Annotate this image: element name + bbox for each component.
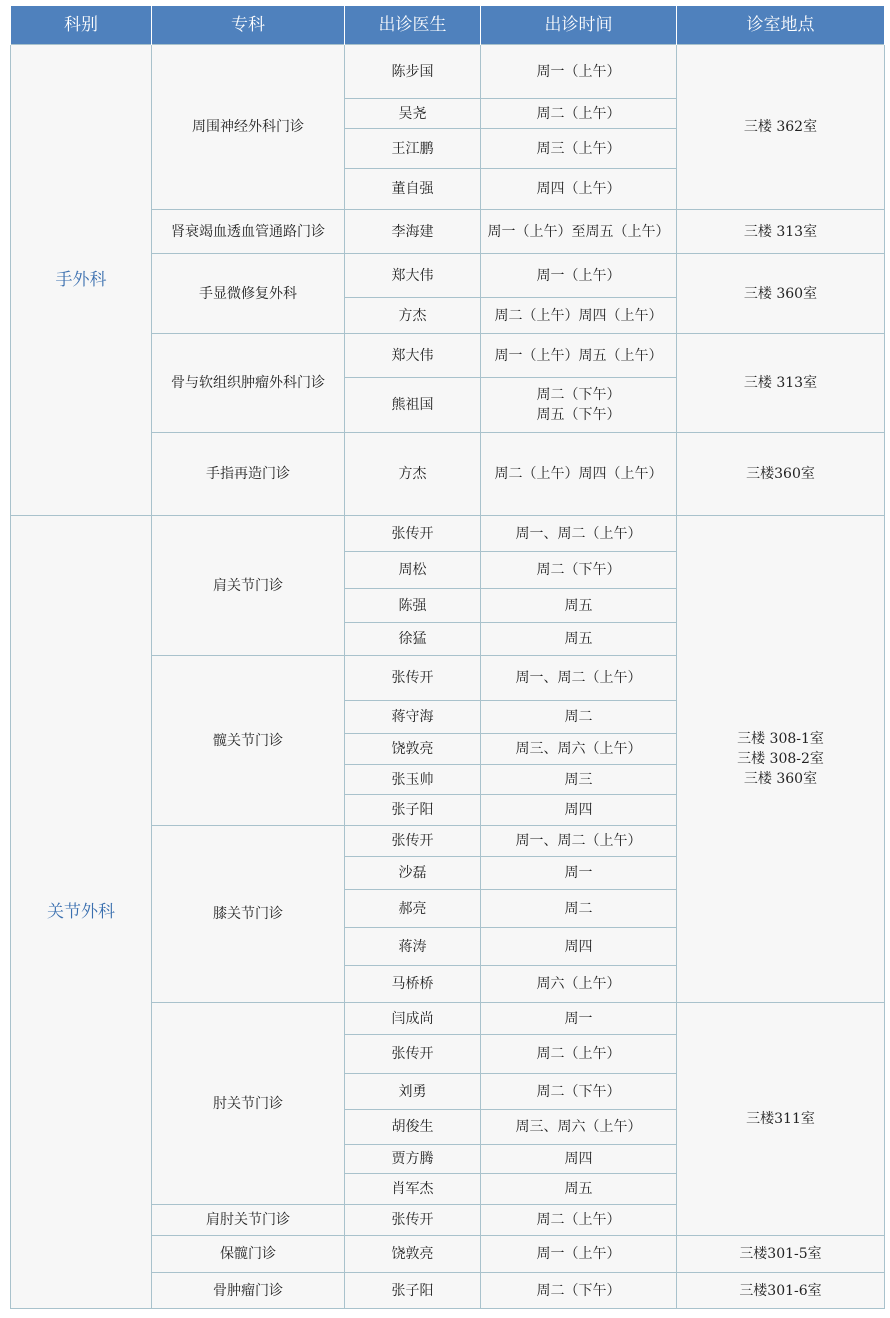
room-cell xyxy=(677,1273,885,1309)
time-line: 周二（上午）周四（上午） xyxy=(494,307,663,324)
header-doctor: 出诊医生 xyxy=(345,6,481,45)
room-cell xyxy=(677,334,885,433)
time-line: 周一（上午） xyxy=(536,1246,621,1262)
specialty-cell: 保髋门诊 xyxy=(152,1236,345,1273)
doctor-cell: 马桥桥 xyxy=(345,966,481,1003)
doctor-cell: 张传开 xyxy=(345,516,481,552)
time-cell xyxy=(481,1035,677,1074)
time-cell xyxy=(481,1205,677,1236)
specialty-cell: 膝关节门诊 xyxy=(152,826,345,1003)
room-line: 三楼 313室 xyxy=(743,375,818,391)
specialty-cell: 肘关节门诊 xyxy=(152,1003,345,1205)
time-cell xyxy=(481,99,677,129)
time-line: 周一 xyxy=(564,865,593,881)
time-cell xyxy=(481,516,677,552)
time-cell xyxy=(481,1074,677,1110)
time-cell xyxy=(481,1003,677,1035)
time-line: 周四 xyxy=(564,802,593,818)
time-line: 周一、周二（上午） xyxy=(515,525,642,542)
time-cell xyxy=(481,1145,677,1174)
time-cell xyxy=(481,795,677,826)
room-line: 三楼 360室 xyxy=(743,771,818,787)
doctor-cell: 饶敦亮 xyxy=(345,1236,481,1273)
department-cell: 手外科 xyxy=(11,45,152,516)
doctor-cell: 方杰 xyxy=(345,433,481,516)
time-line: 周三、周六（上午） xyxy=(515,741,642,757)
time-cell xyxy=(481,254,677,298)
room-line: 三楼 308-2室 xyxy=(737,751,824,767)
time-line: 周五 xyxy=(564,1181,593,1197)
doctor-cell: 饶敦亮 xyxy=(345,734,481,765)
doctor-cell: 张传开 xyxy=(345,1035,481,1074)
time-cell xyxy=(481,701,677,734)
room-line: 三楼 360室 xyxy=(743,285,818,302)
table-header-row xyxy=(11,6,885,45)
time-cell xyxy=(481,169,677,210)
doctor-cell: 张传开 xyxy=(345,1205,481,1236)
time-line: 周二（上午）周四（上午） xyxy=(494,466,663,482)
time-cell xyxy=(481,552,677,589)
time-line: 周二 xyxy=(564,709,593,725)
time-line: 周三 xyxy=(564,771,593,788)
doctor-cell: 张子阳 xyxy=(345,1273,481,1309)
time-line: 周一、周二（上午） xyxy=(515,670,642,686)
specialty-cell: 骨肿瘤门诊 xyxy=(152,1273,345,1309)
table-body xyxy=(11,45,885,1309)
room-cell xyxy=(677,516,885,1003)
room-cell xyxy=(677,45,885,210)
department-cell: 关节外科 xyxy=(11,516,152,1309)
doctor-cell: 蒋涛 xyxy=(345,928,481,966)
room-line: 三楼 362室 xyxy=(743,119,818,135)
time-cell xyxy=(481,928,677,966)
time-line: 周四（上午） xyxy=(536,181,621,197)
room-line: 三楼301-6室 xyxy=(739,1282,822,1299)
time-cell xyxy=(481,890,677,928)
time-line: 周五（下午） xyxy=(536,407,621,423)
doctor-cell: 王江鹏 xyxy=(345,129,481,169)
time-cell xyxy=(481,765,677,795)
time-line: 周二（下午） xyxy=(536,562,621,578)
doctor-cell: 陈强 xyxy=(345,589,481,623)
doctor-cell: 贾方腾 xyxy=(345,1145,481,1174)
room-line: 三楼 308-1室 xyxy=(737,731,824,747)
time-cell xyxy=(481,298,677,334)
time-cell xyxy=(481,1110,677,1145)
time-cell xyxy=(481,589,677,623)
time-cell xyxy=(481,210,677,254)
doctor-cell: 张玉帅 xyxy=(345,765,481,795)
time-line: 周二 xyxy=(564,900,593,917)
room-cell xyxy=(677,210,885,254)
time-line: 周一（上午） xyxy=(536,267,621,284)
room-line: 三楼 313室 xyxy=(743,223,818,240)
time-cell xyxy=(481,1236,677,1273)
doctor-cell: 吴尧 xyxy=(345,99,481,129)
clinic-schedule-table xyxy=(10,5,885,1309)
time-line: 周四 xyxy=(564,938,593,955)
doctor-cell: 陈步国 xyxy=(345,45,481,99)
time-line: 周六（上午） xyxy=(536,976,621,992)
room-cell xyxy=(677,254,885,334)
table-row xyxy=(11,516,885,552)
specialty-cell: 手显微修复外科 xyxy=(152,254,345,334)
room-line: 三楼301-5室 xyxy=(739,1246,822,1262)
header-department: 科别 xyxy=(11,6,152,45)
time-line: 周五 xyxy=(564,631,593,647)
doctor-cell: 肖军杰 xyxy=(345,1174,481,1205)
time-cell xyxy=(481,45,677,99)
time-line: 周一（上午）周五（上午） xyxy=(494,347,663,364)
time-cell xyxy=(481,334,677,378)
time-line: 周二（上午） xyxy=(536,1046,621,1062)
room-cell xyxy=(677,1236,885,1273)
specialty-cell: 肩肘关节门诊 xyxy=(152,1205,345,1236)
time-cell xyxy=(481,734,677,765)
doctor-cell: 董自强 xyxy=(345,169,481,210)
specialty-cell: 髋关节门诊 xyxy=(152,656,345,826)
time-cell xyxy=(481,378,677,433)
room-line: 三楼311室 xyxy=(746,1111,815,1127)
time-cell xyxy=(481,129,677,169)
doctor-cell: 方杰 xyxy=(345,298,481,334)
doctor-cell: 李海建 xyxy=(345,210,481,254)
doctor-cell: 张传开 xyxy=(345,826,481,857)
room-cell xyxy=(677,1003,885,1236)
time-line: 周三、周六（上午） xyxy=(515,1119,642,1135)
doctor-cell: 张传开 xyxy=(345,656,481,701)
doctor-cell: 胡俊生 xyxy=(345,1110,481,1145)
room-line: 三楼360室 xyxy=(746,466,815,482)
header-time: 出诊时间 xyxy=(481,6,677,45)
time-cell xyxy=(481,623,677,656)
time-cell xyxy=(481,1273,677,1309)
time-line: 周一（上午）至周五（上午） xyxy=(487,223,670,240)
time-cell xyxy=(481,857,677,890)
time-cell xyxy=(481,826,677,857)
time-line: 周二（上午） xyxy=(536,1212,621,1228)
time-line: 周三（上午） xyxy=(536,140,621,157)
doctor-cell: 刘勇 xyxy=(345,1074,481,1110)
time-cell xyxy=(481,966,677,1003)
doctor-cell: 郑大伟 xyxy=(345,254,481,298)
specialty-cell: 骨与软组织肿瘤外科门诊 xyxy=(152,334,345,433)
doctor-cell: 郝亮 xyxy=(345,890,481,928)
table-row xyxy=(11,45,885,99)
time-cell xyxy=(481,656,677,701)
doctor-cell: 徐猛 xyxy=(345,623,481,656)
doctor-cell: 蒋守海 xyxy=(345,701,481,734)
room-cell xyxy=(677,433,885,516)
specialty-cell: 周围神经外科门诊 xyxy=(152,45,345,210)
time-line: 周一、周二（上午） xyxy=(515,833,642,849)
time-line: 周二（下午） xyxy=(536,1083,621,1100)
doctor-cell: 张子阳 xyxy=(345,795,481,826)
doctor-cell: 熊祖国 xyxy=(345,378,481,433)
time-cell xyxy=(481,1174,677,1205)
header-specialty: 专科 xyxy=(152,6,345,45)
time-line: 周一（上午） xyxy=(536,63,621,80)
time-line: 周四 xyxy=(564,1151,593,1167)
time-line: 周五 xyxy=(564,597,593,614)
doctor-cell: 周松 xyxy=(345,552,481,589)
doctor-cell: 郑大伟 xyxy=(345,334,481,378)
time-line: 周二（下午） xyxy=(536,1282,621,1299)
specialty-cell: 肩关节门诊 xyxy=(152,516,345,656)
time-line: 周二（下午） xyxy=(536,387,621,403)
header-room: 诊室地点 xyxy=(677,6,885,45)
doctor-cell: 沙磊 xyxy=(345,857,481,890)
time-line: 周二（上午） xyxy=(536,105,621,122)
specialty-cell: 手指再造门诊 xyxy=(152,433,345,516)
doctor-cell: 闫成尚 xyxy=(345,1003,481,1035)
time-cell xyxy=(481,433,677,516)
specialty-cell: 肾衰竭血透血管通路门诊 xyxy=(152,210,345,254)
time-line: 周一 xyxy=(564,1010,593,1027)
